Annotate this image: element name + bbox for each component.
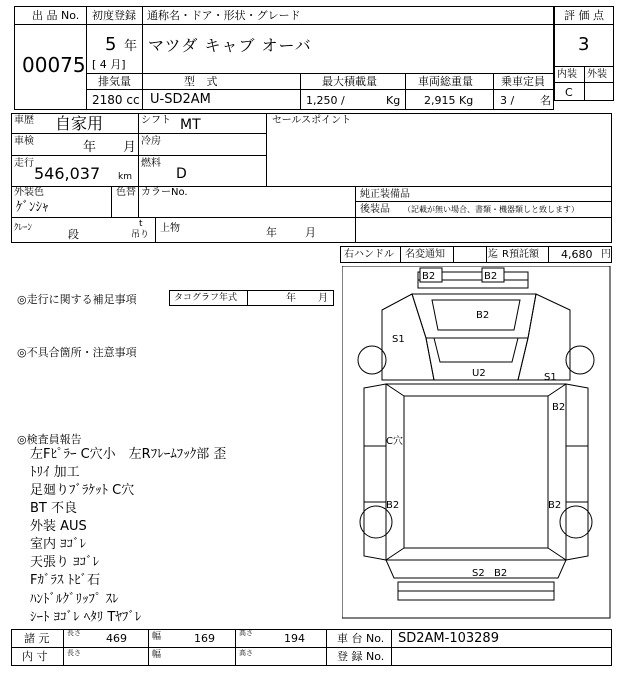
first-reg-label: 初度登録 bbox=[92, 9, 136, 22]
mark-rear-gate-b: B2 bbox=[494, 568, 508, 579]
mark-windshield: U2 bbox=[472, 368, 486, 379]
crane-hang: 吊り bbox=[131, 230, 150, 240]
report-line: ｼｰﾄ ﾖｺﾞﾚ ﾍﾀﾘ Tﾔﾌﾞﾚ bbox=[30, 610, 142, 625]
divider bbox=[138, 113, 139, 217]
lot-no: 00075 bbox=[22, 53, 86, 77]
windshield bbox=[434, 338, 518, 362]
mark-right-gate: B2 bbox=[552, 402, 566, 413]
length: 469 bbox=[106, 632, 127, 645]
report-line: 室内 ﾖｺﾞﾚ bbox=[30, 537, 87, 552]
bed-corner bbox=[548, 384, 566, 396]
divider bbox=[391, 629, 392, 666]
displacement-label: 排気量 bbox=[98, 75, 131, 88]
defects-label: ◎不具合箇所・注意事項 bbox=[17, 346, 137, 359]
mark-left-rear: B2 bbox=[386, 500, 400, 511]
chassis-label: 車 台 No. bbox=[337, 632, 385, 645]
crane-label: ｸﾚｰﾝ bbox=[14, 223, 33, 233]
max-load-unit: Kg bbox=[386, 94, 401, 107]
history: 自家用 bbox=[55, 114, 104, 133]
first-reg-month: [ 4 月] bbox=[92, 58, 126, 71]
width-label: 幅 bbox=[152, 632, 162, 642]
vehicle-damage-diagram bbox=[342, 266, 612, 620]
divider bbox=[453, 246, 454, 263]
interior-dims-label: 内 寸 bbox=[22, 650, 48, 663]
report-line: ﾊﾝﾄﾞﾙｸﾞﾘｯﾌﾟ ｽﾚ bbox=[30, 592, 119, 607]
color: ｹﾞﾝｼｬ bbox=[16, 200, 49, 215]
mark-left-cab: S1 bbox=[392, 334, 405, 345]
report-line: ﾄﾘｲ 加工 bbox=[30, 465, 80, 480]
length-label: 長さ bbox=[67, 629, 81, 637]
mark-right-rear: B2 bbox=[548, 500, 562, 511]
interior-grade-label: 内装 bbox=[557, 69, 577, 80]
divider bbox=[235, 629, 236, 666]
car-name: マツダ キャブ オーバ bbox=[148, 36, 312, 55]
divider bbox=[355, 186, 356, 243]
bed-corner bbox=[548, 548, 566, 560]
report-line: 天張り ﾖｺﾞﾚ bbox=[30, 555, 100, 570]
inspection-month: 月 bbox=[123, 140, 137, 155]
registration-label: 登 録 No. bbox=[337, 650, 385, 663]
divider bbox=[86, 73, 554, 74]
report-line: BT 不良 bbox=[30, 501, 77, 516]
cargo-floor bbox=[404, 396, 548, 548]
recycle-prefix: 迄 bbox=[488, 249, 498, 260]
left-gate bbox=[364, 384, 386, 560]
mark-left-pillar: C穴 bbox=[386, 436, 403, 447]
divider bbox=[486, 246, 487, 263]
capacity-label: 乗車定員 bbox=[501, 75, 545, 88]
upper-month: 月 bbox=[305, 226, 316, 239]
aftermarket-label: 後装品 bbox=[360, 204, 390, 215]
divider bbox=[326, 629, 327, 666]
tacho-month: 月 bbox=[318, 293, 328, 304]
fuel-label: 燃料 bbox=[141, 158, 161, 169]
gross-weight: 2,915 Kg bbox=[424, 94, 474, 107]
right-cab-side bbox=[518, 294, 570, 380]
name-label: 通称名・ドア・形状・グレード bbox=[147, 9, 301, 22]
gross-weight-label: 車両総重量 bbox=[418, 75, 473, 88]
divider bbox=[400, 246, 401, 263]
left-cab-side bbox=[382, 294, 434, 380]
right-hand-drive: 右ハンドル bbox=[344, 249, 394, 260]
mark-rear-gate-s: S2 bbox=[472, 568, 485, 579]
aftermarket-note: （記載が無い場合、書類・機器類しと致します） bbox=[403, 205, 579, 214]
height: 194 bbox=[284, 632, 305, 645]
divider bbox=[355, 201, 612, 202]
mileage: 546,037 bbox=[34, 164, 101, 183]
year-number: 5 bbox=[105, 34, 117, 55]
mark-roof: B2 bbox=[476, 310, 490, 321]
divider bbox=[86, 6, 87, 110]
mileage-unit: km bbox=[118, 172, 132, 182]
driving-notes-label: ◎走行に関する補足事項 bbox=[17, 293, 137, 306]
mark-front-bumper-right: B2 bbox=[484, 271, 498, 282]
year-unit: 年 bbox=[124, 39, 138, 54]
recycle-unit: 円 bbox=[601, 249, 611, 260]
interior-grade: C bbox=[565, 86, 573, 99]
shift-label: シフト bbox=[141, 115, 171, 126]
divider bbox=[493, 73, 494, 110]
mileage-label: 走行 bbox=[14, 158, 34, 169]
interior-width-label: 幅 bbox=[152, 650, 162, 660]
divider bbox=[11, 133, 266, 134]
crane-stage: 段 bbox=[68, 228, 79, 241]
dims-label: 諸 元 bbox=[24, 632, 50, 645]
recycle-value: 4,680 bbox=[561, 248, 593, 261]
divider bbox=[266, 113, 267, 186]
bed-corner bbox=[386, 384, 404, 396]
divider bbox=[247, 290, 248, 306]
divider bbox=[155, 217, 156, 243]
exterior-grade-label: 外装 bbox=[587, 69, 607, 80]
capacity: 3 / bbox=[500, 94, 515, 107]
width: 169 bbox=[194, 632, 215, 645]
chassis-number: SD2AM-103289 bbox=[398, 631, 499, 646]
color-change-label: 色替 bbox=[116, 187, 136, 198]
name-change-label: 名変通知 bbox=[405, 249, 445, 260]
height-label: 高さ bbox=[239, 629, 253, 637]
divider bbox=[584, 66, 585, 101]
bed-corner bbox=[386, 548, 404, 560]
divider bbox=[111, 186, 112, 217]
mark-right-cab: S1 bbox=[544, 372, 557, 383]
upper-year: 年 bbox=[266, 226, 277, 239]
lot-no-label: 出 品 No. bbox=[32, 9, 80, 22]
divider bbox=[11, 186, 612, 187]
capacity-unit: 名 bbox=[540, 94, 551, 107]
inspector-report-label: ◎検査員報告 bbox=[17, 433, 82, 446]
divider bbox=[11, 155, 266, 156]
divider bbox=[548, 246, 549, 263]
interior-height-label: 高さ bbox=[239, 649, 253, 657]
ac-label: 冷房 bbox=[141, 136, 161, 147]
color-label: 外装色 bbox=[14, 187, 44, 198]
cargo-bed bbox=[386, 384, 566, 560]
model: U-SD2AM bbox=[150, 92, 211, 107]
rear-right-wheel bbox=[560, 506, 592, 538]
divider bbox=[405, 73, 406, 110]
divider bbox=[86, 89, 554, 90]
divider bbox=[14, 24, 554, 25]
model-label: 型 式 bbox=[184, 75, 222, 88]
divider bbox=[554, 24, 614, 25]
report-line: 外装 AUS bbox=[30, 519, 87, 534]
grade-label: 評 価 点 bbox=[564, 9, 604, 22]
divider bbox=[11, 647, 612, 648]
divider bbox=[63, 629, 64, 666]
max-load: 1,250 / bbox=[306, 94, 345, 107]
displacement: 2180 cc bbox=[92, 93, 140, 107]
tacho-label: タコグラフ年式 bbox=[174, 293, 238, 303]
divider bbox=[142, 73, 143, 110]
shift: MT bbox=[180, 117, 201, 133]
upper-label: 上物 bbox=[160, 223, 180, 234]
fuel: D bbox=[176, 166, 187, 182]
inspection-year: 年 bbox=[83, 140, 97, 155]
right-gate bbox=[566, 384, 588, 560]
max-load-label: 最大積載量 bbox=[322, 75, 377, 88]
recycle-label: R預託額 bbox=[502, 249, 539, 260]
overall-grade: 3 bbox=[578, 34, 590, 55]
cab-roof bbox=[412, 294, 536, 338]
report-line: 左Fﾋﾟﾗｰ C穴小 左Rﾌﾚｰﾑﾌｯｸ部 歪 bbox=[30, 447, 227, 462]
divider bbox=[11, 217, 612, 218]
divider bbox=[300, 73, 301, 110]
divider bbox=[148, 629, 149, 666]
color-code-label: カラーNo. bbox=[141, 187, 188, 198]
crane-tonnage: t bbox=[139, 219, 143, 229]
history-label: 車歴 bbox=[14, 115, 34, 126]
report-line: 足廻りﾌﾞﾗｹｯﾄ C穴 bbox=[30, 483, 135, 498]
interior-length-label: 長さ bbox=[67, 649, 81, 657]
report-line: Fｶﾞﾗｽ ﾄﾋﾞ石 bbox=[30, 573, 101, 588]
inspection-label: 車検 bbox=[14, 136, 34, 147]
mark-front-bumper-left: B2 bbox=[422, 271, 436, 282]
genuine-equipment-label: 純正装備品 bbox=[360, 189, 410, 200]
tacho-year: 年 bbox=[286, 293, 296, 304]
selling-points-label: セールスポイント bbox=[272, 115, 352, 126]
